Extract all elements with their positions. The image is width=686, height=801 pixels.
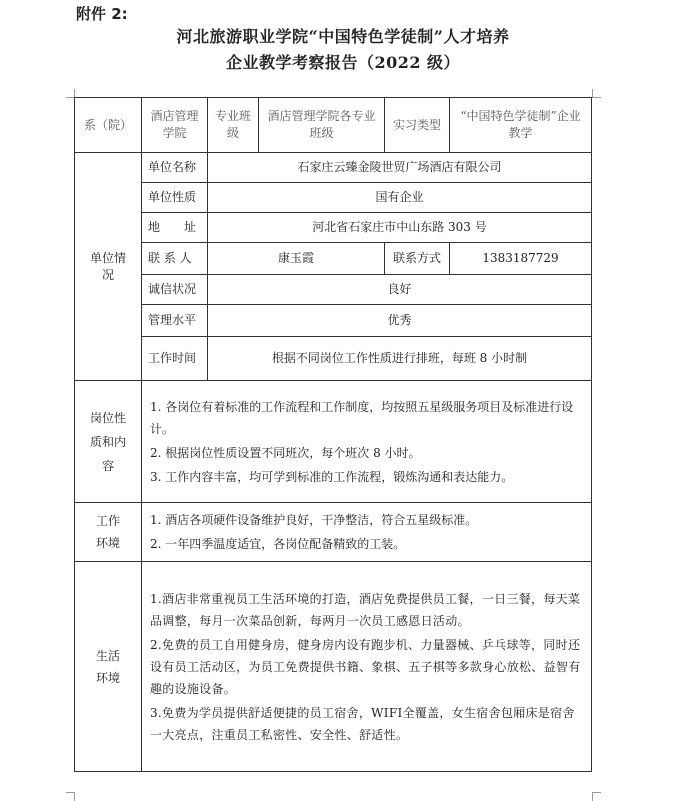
work-env-content <box>142 503 592 562</box>
position-label: 岗位性质和内容 <box>75 381 142 503</box>
life-env-label: 生活环境 <box>75 562 142 772</box>
class-label: 专业班级 <box>208 98 259 153</box>
document-title: 河北旅游职业学院“中国特色学徒制”人才培养 <box>176 27 510 46</box>
unit-address-label: 地 址 <box>142 213 208 243</box>
unit-phone-label: 联系方式 <box>385 243 450 275</box>
life-env-item: 2.免费的员工自用健身房，健身房内设有跑步机、力量器械、乒乓球等，同时还设有员工活动区，为员工免费提供书籍、象棋、五子棋等多款身心放松、益智有趣的设施设备。 <box>150 637 581 696</box>
type-value: “中国特色学徒制”企业教学 <box>450 98 592 153</box>
position-item: 1. 各岗位有着标准的工作流程和工作制度，均按照五星级服务项目及标准进行设计。 <box>150 399 574 436</box>
class-value: 酒店管理学院各专业班级 <box>259 98 385 153</box>
unit-hours-value: 根据不同岗位工作性质进行排班，每班 8 小时制 <box>208 337 592 381</box>
document-subtitle: 企业教学考察报告（2022 级） <box>225 53 461 72</box>
unit-name-row <box>75 153 592 183</box>
unit-contact-label: 联 系 人 <box>142 243 208 275</box>
position-item: 2. 根据岗位性质设置不同班次，每个班次 8 小时。 <box>150 445 421 460</box>
unit-mgmt-value: 优秀 <box>208 305 592 337</box>
dept-label: 系（院） <box>75 98 142 153</box>
unit-nature-label: 单位性质 <box>142 183 208 213</box>
unit-nature-row <box>75 183 592 213</box>
report-table <box>74 97 592 772</box>
unit-address-value: 河北省石家庄市中山东路 303 号 <box>208 213 592 243</box>
unit-contact-value: 康玉霞 <box>208 243 385 275</box>
crop-mark-top-right <box>592 89 601 98</box>
work-env-item: 2. 一年四季温度适宜，各岗位配备精致的工装。 <box>150 537 406 551</box>
unit-mgmt-row <box>75 305 592 337</box>
unit-hours-row <box>75 337 592 381</box>
work-env-label: 工作环境 <box>75 503 142 562</box>
attachment-label: 附件 2: <box>76 5 128 23</box>
unit-credit-row <box>75 275 592 305</box>
position-item: 3. 工作内容丰富，均可学到标准的工作流程，锻炼沟通和表达能力。 <box>150 469 514 484</box>
type-label: 实习类型 <box>385 98 450 153</box>
life-env-row <box>75 562 592 772</box>
life-env-item: 3.免费为学员提供舒适便捷的员工宿舍，WIFI全覆盖，女生宿舍包厢床是宿舍一大亮点，注重员工私密性、安全性、舒适性。 <box>150 705 575 742</box>
life-env-item: 1.酒店非常重视员工生活环境的打造，酒店免费提供员工餐，一日三餐，每天菜品调整，每月一次菜品创新，每两月一次员工感恩日活动。 <box>150 591 581 628</box>
unit-address-row <box>75 213 592 243</box>
unit-name-label: 单位名称 <box>142 153 208 183</box>
header-row <box>75 98 592 153</box>
work-env-item: 1. 酒店各项硬件设备维护良好，干净整洁，符合五星级标准。 <box>150 513 478 527</box>
unit-contact-row <box>75 243 592 275</box>
life-env-content <box>142 562 592 772</box>
unit-name-value: 石家庄云臻金陵世贸广场酒店有限公司 <box>208 153 592 183</box>
position-row <box>75 381 592 503</box>
work-env-row <box>75 503 592 562</box>
unit-phone-value: 1383187729 <box>450 243 592 275</box>
position-content <box>142 381 592 503</box>
unit-credit-label: 诚信状况 <box>142 275 208 305</box>
unit-credit-value: 良好 <box>208 275 592 305</box>
unit-mgmt-label: 管理水平 <box>142 305 208 337</box>
unit-hours-label: 工作时间 <box>142 337 208 381</box>
dept-value: 酒店管理学院 <box>142 98 208 153</box>
unit-section-label: 单位情况 <box>75 153 142 381</box>
unit-nature-value: 国有企业 <box>208 183 592 213</box>
